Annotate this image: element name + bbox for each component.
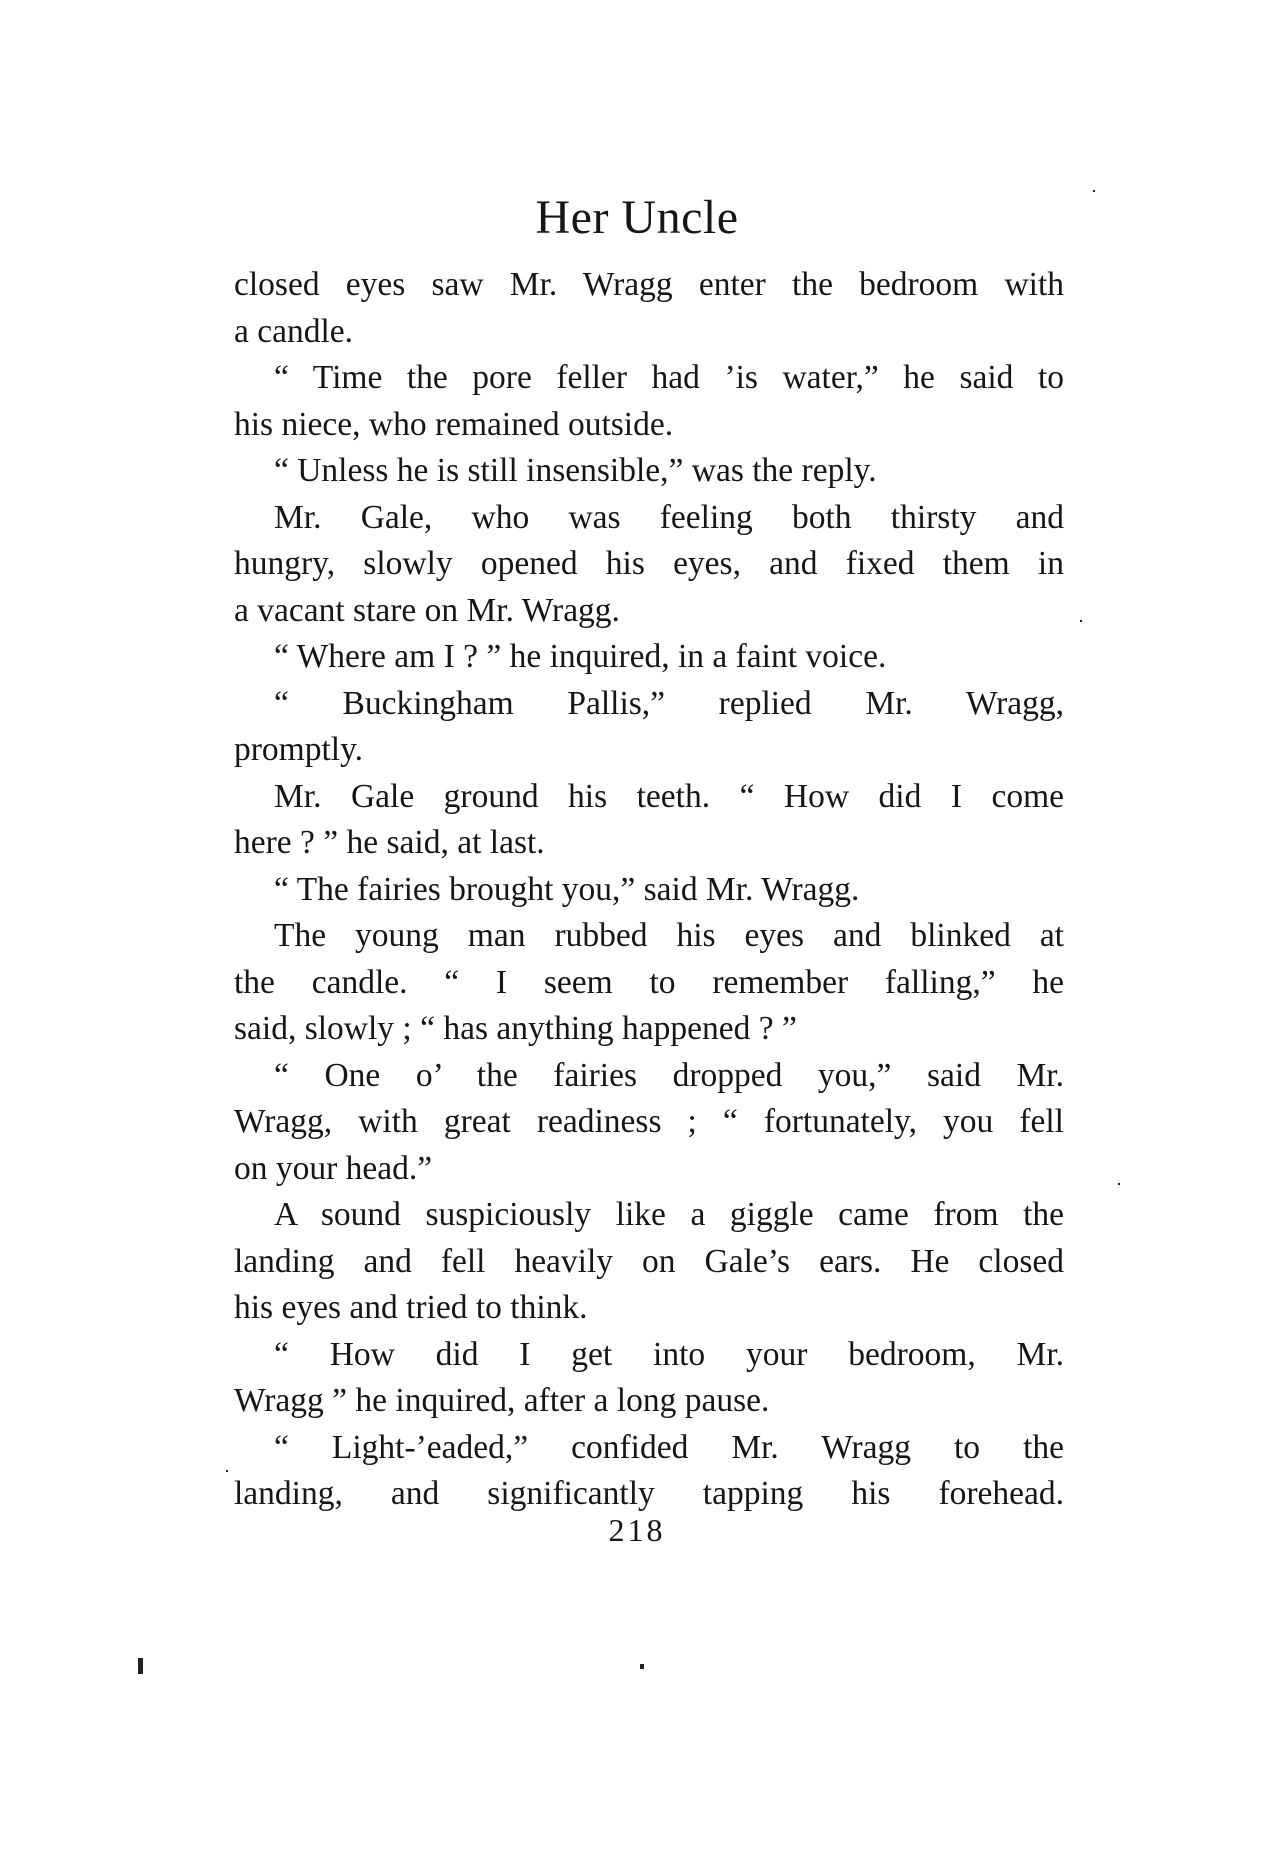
text-line: “ Where am I ? ” he inquired, in a faint voice.: [274, 638, 887, 675]
text-line: promptly.: [234, 731, 364, 768]
scan-speck: [1080, 620, 1082, 622]
scan-speck: [1118, 1183, 1120, 1185]
text-line: “ The fairies brought you,” said Mr. Wragg.: [274, 870, 860, 908]
text-line: Wragg, with great readiness ; “ fortunately, you fell: [234, 1103, 1064, 1140]
text-line: on your head.”: [234, 1149, 433, 1187]
text-line: landing, and significantly tapping his forehead.: [234, 1475, 1064, 1512]
text-line: “ Unless he is still insensible,” was the reply.: [274, 452, 877, 489]
scan-speck: [226, 1470, 228, 1472]
text-line: his niece, who remained outside.: [234, 405, 674, 443]
text-line: “ One o’ the fairies dropped you,” said Mr.: [274, 1056, 1064, 1094]
text-line: a candle.: [234, 312, 354, 350]
text-line: here ? ” he said, at last.: [234, 824, 545, 861]
text-line: Mr. Gale ground his teeth. “ How did I come: [274, 777, 1064, 815]
text-line: “ Time the pore feller had ’is water,” he said to: [274, 359, 1064, 396]
text-line: said, slowly ; “ has anything happened ? ”: [234, 1010, 797, 1047]
text-line: A sound suspiciously like a giggle came from the: [274, 1196, 1064, 1233]
text-line: his eyes and tried to think.: [234, 1289, 588, 1326]
scan-speck: [138, 1658, 143, 1674]
text-line: landing and fell heavily on Gale’s ears. He closed: [234, 1242, 1064, 1280]
text-line: “ Light-’eaded,” confided Mr. Wragg to the: [274, 1428, 1064, 1466]
running-head: Her Uncle: [535, 191, 739, 244]
text-line: “ How did I get into your bedroom, Mr.: [274, 1335, 1064, 1373]
text-line: a vacant stare on Mr. Wragg.: [234, 591, 620, 629]
page-number: 218: [608, 1512, 666, 1548]
text-line: hungry, slowly opened his eyes, and fixed them in: [234, 545, 1064, 582]
text-line: The young man rubbed his eyes and blinked at: [274, 917, 1064, 954]
text-line: Mr. Gale, who was feeling both thirsty and: [274, 498, 1064, 536]
text-line: Wragg ” he inquired, after a long pause.: [234, 1382, 770, 1419]
text-line: closed eyes saw Mr. Wragg enter the bedroom with: [234, 266, 1064, 303]
scan-speck: [640, 1664, 644, 1669]
scan-speck: [1093, 190, 1095, 192]
body-text: [234, 262, 1064, 1518]
text-line: the candle. “ I seem to remember falling,” he: [234, 963, 1064, 1001]
text-line: “ Buckingham Pallis,” replied Mr. Wragg,: [274, 684, 1064, 722]
